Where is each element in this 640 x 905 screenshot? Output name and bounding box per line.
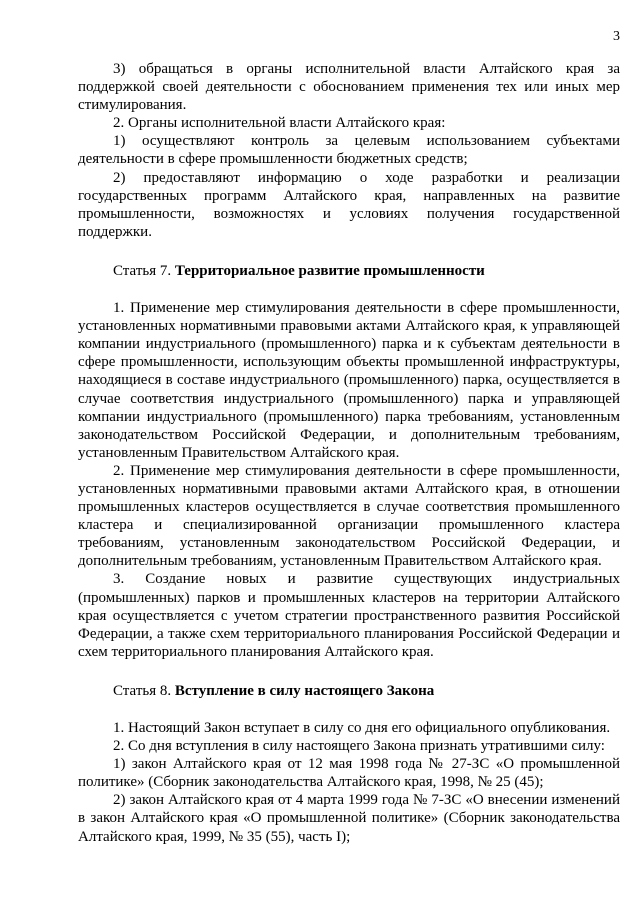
paragraph: 1. Настоящий Закон вступает в силу со дня его официального опубликования. bbox=[113, 720, 611, 736]
paragraph: 2) закон Алтайского края от 4 марта 1999 года № 7-ЗС «О внесении изменений в закон Алтайского края «О промышленной политике» (Сборник законодательства Алтайского края, 1999, № 35 (55), часть I); bbox=[78, 792, 620, 845]
article-title: Вступление в силу настоящего Закона bbox=[174, 682, 435, 699]
article-label: Статья 8. bbox=[113, 682, 172, 699]
document-body bbox=[78, 60, 620, 846]
article-title: Территориальное развитие промышленности bbox=[174, 262, 485, 279]
paragraph: 2. Применение мер стимулирования деятельности в сфере промышленности, установленных нормативными правовыми актами Алтайского края, в отношении промышленных кластеров осуществляется в случае соответствия промышленного кластера и специализированной организации промышленного кластера требованиям, установленным законодательством Российской Федерации, и дополнительным требованиям, установленным Правительством Алтайского края. bbox=[78, 462, 620, 570]
page-number: 3 bbox=[613, 29, 620, 44]
paragraph: 3) обращаться в органы исполнительной власти Алтайского края за поддержкой своей деятельности с обоснованием применения тех или иных мер стимулирования. bbox=[78, 61, 620, 114]
paragraph: 2. Органы исполнительной власти Алтайского края: bbox=[113, 115, 446, 132]
article-7-heading bbox=[78, 262, 620, 280]
paragraph: 3. Создание новых и развитие существующих индустриальных (промышленных) парков и промышленных кластеров на территории Алтайского края осуществляется с учетом стратегии пространственного развития Российской Федерации, а также схем территориального планирования Российской Федерации и схем территориального планирования Алтайского края. bbox=[78, 571, 620, 660]
paragraph: 2. Со дня вступления в силу настоящего Закона признать утратившими силу: bbox=[113, 738, 605, 755]
paragraph: 1. Применение мер стимулирования деятельности в сфере промышленности, установленных нормативными правовыми актами Алтайского края, к управляющей компании индустриального (промышленного) парка и к субъектам деятельности в сфере промышленности, использующим объекты промышленной инфраструктуры, находящиеся в составе индустриального (промышленного) парка, осуществляется в случае соответствия индустриального (промышленного) парка и управляющей компании индустриального (промышленного) парка требованиям, установленным законодательством Российской Федерации, и дополнительным требованиям, установленным Правительством Алтайского края. bbox=[78, 300, 620, 461]
article-label: Статья 7. bbox=[113, 262, 172, 279]
paragraph: 2) предоставляют информацию о ходе разработки и реализации государственных программ Алтайского края, направленных на развитие промышленности, возможностях и условиях получения государственной поддержки. bbox=[78, 169, 620, 240]
article-8-heading bbox=[78, 682, 620, 700]
paragraph: 1) осуществляют контроль за целевым использованием субъектами деятельности в сфере промышленности бюджетных средств; bbox=[78, 133, 620, 168]
paragraph: 1) закон Алтайского края от 12 мая 1998 года № 27-ЗС «О промышленной политике» (Сборник законодательства Алтайского края, 1998, № 25 (45); bbox=[78, 756, 620, 791]
